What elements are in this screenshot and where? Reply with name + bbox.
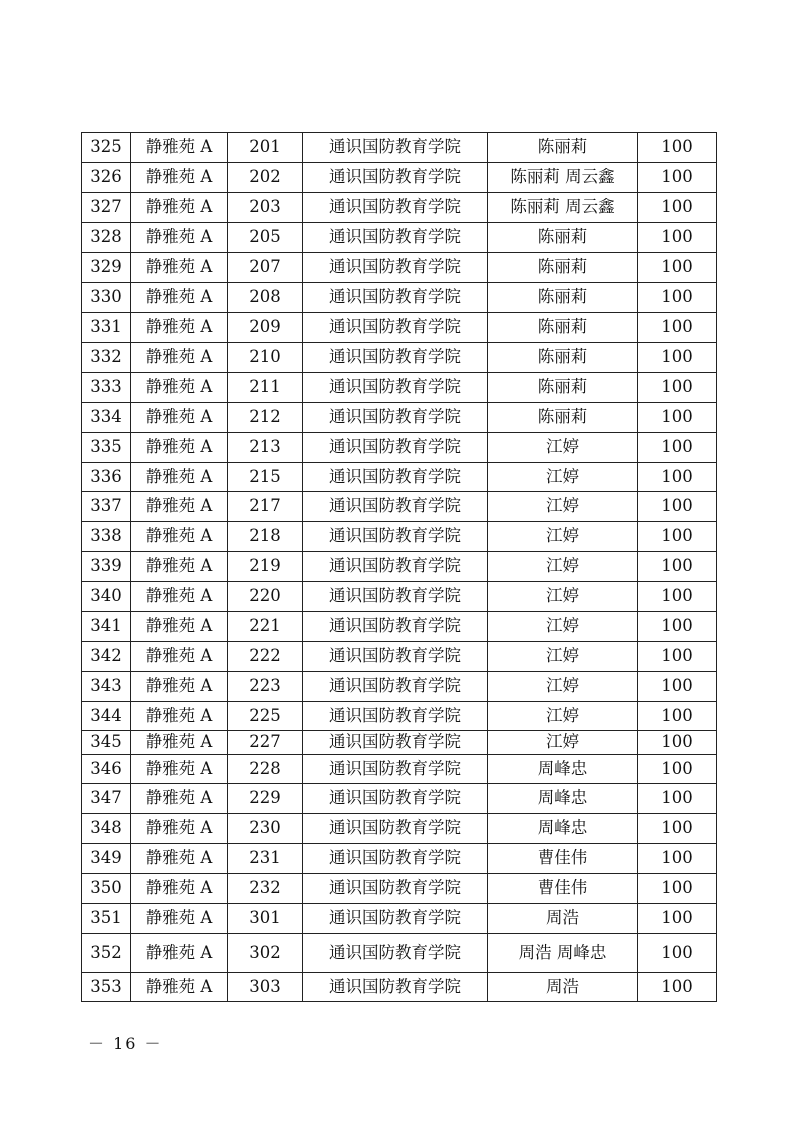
- building-cell: 静雅苑 A: [131, 193, 228, 223]
- room-cell: 210: [228, 343, 303, 373]
- room-cell: 207: [228, 253, 303, 283]
- counselor-cell: 陈丽莉: [488, 373, 638, 403]
- seq-cell: 347: [82, 784, 131, 814]
- seq-cell: 346: [82, 755, 131, 784]
- building-cell: 静雅苑 A: [131, 973, 228, 1002]
- counselor-cell: 陈丽莉: [488, 403, 638, 433]
- college-cell: 通识国防教育学院: [303, 253, 488, 283]
- score-cell: 100: [638, 343, 717, 373]
- building-cell: 静雅苑 A: [131, 612, 228, 642]
- building-cell: 静雅苑 A: [131, 702, 228, 731]
- table-row: [82, 844, 717, 874]
- college-cell: 通识国防教育学院: [303, 731, 488, 755]
- score-cell: 100: [638, 193, 717, 223]
- score-cell: 100: [638, 973, 717, 1002]
- counselor-cell: 陈丽莉: [488, 133, 638, 163]
- score-cell: 100: [638, 163, 717, 193]
- seq-cell: 339: [82, 552, 131, 582]
- room-cell: 227: [228, 731, 303, 755]
- college-cell: 通识国防教育学院: [303, 672, 488, 702]
- room-cell: 231: [228, 844, 303, 874]
- building-cell: 静雅苑 A: [131, 844, 228, 874]
- room-cell: 203: [228, 193, 303, 223]
- score-cell: 100: [638, 784, 717, 814]
- college-cell: 通识国防教育学院: [303, 934, 488, 973]
- score-cell: 100: [638, 223, 717, 253]
- counselor-cell: 曹佳伟: [488, 844, 638, 874]
- seq-cell: 338: [82, 522, 131, 552]
- building-cell: 静雅苑 A: [131, 582, 228, 612]
- college-cell: 通识国防教育学院: [303, 283, 488, 313]
- score-cell: 100: [638, 283, 717, 313]
- counselor-cell: 江婷: [488, 522, 638, 552]
- counselor-cell: 江婷: [488, 642, 638, 672]
- seq-cell: 326: [82, 163, 131, 193]
- score-cell: 100: [638, 403, 717, 433]
- table-row: [82, 313, 717, 343]
- table-row: [82, 874, 717, 904]
- table-row: [82, 403, 717, 433]
- table-row: [82, 934, 717, 973]
- table-body: [82, 133, 717, 1002]
- seq-cell: 334: [82, 403, 131, 433]
- college-cell: 通识国防教育学院: [303, 642, 488, 672]
- counselor-cell: 江婷: [488, 492, 638, 522]
- seq-cell: 341: [82, 612, 131, 642]
- counselor-cell: 陈丽莉: [488, 283, 638, 313]
- college-cell: 通识国防教育学院: [303, 814, 488, 844]
- building-cell: 静雅苑 A: [131, 522, 228, 552]
- score-cell: 100: [638, 253, 717, 283]
- building-cell: 静雅苑 A: [131, 492, 228, 522]
- building-cell: 静雅苑 A: [131, 672, 228, 702]
- counselor-cell: 江婷: [488, 552, 638, 582]
- building-cell: 静雅苑 A: [131, 934, 228, 973]
- college-cell: 通识国防教育学院: [303, 133, 488, 163]
- building-cell: 静雅苑 A: [131, 904, 228, 934]
- seq-cell: 329: [82, 253, 131, 283]
- table-row: [82, 755, 717, 784]
- building-cell: 静雅苑 A: [131, 313, 228, 343]
- seq-cell: 344: [82, 702, 131, 731]
- seq-cell: 336: [82, 463, 131, 492]
- table-row: [82, 552, 717, 582]
- table-row: [82, 492, 717, 522]
- score-cell: 100: [638, 552, 717, 582]
- counselor-cell: 周峰忠: [488, 755, 638, 784]
- table-row: [82, 731, 717, 755]
- score-cell: 100: [638, 373, 717, 403]
- seq-cell: 343: [82, 672, 131, 702]
- room-cell: 211: [228, 373, 303, 403]
- building-cell: 静雅苑 A: [131, 163, 228, 193]
- seq-cell: 352: [82, 934, 131, 973]
- college-cell: 通识国防教育学院: [303, 223, 488, 253]
- college-cell: 通识国防教育学院: [303, 755, 488, 784]
- table-row: [82, 672, 717, 702]
- counselor-cell: 陈丽莉: [488, 313, 638, 343]
- seq-cell: 350: [82, 874, 131, 904]
- score-cell: 100: [638, 133, 717, 163]
- table-row: [82, 133, 717, 163]
- score-cell: 100: [638, 582, 717, 612]
- counselor-cell: 江婷: [488, 731, 638, 755]
- building-cell: 静雅苑 A: [131, 373, 228, 403]
- building-cell: 静雅苑 A: [131, 814, 228, 844]
- counselor-cell: 江婷: [488, 672, 638, 702]
- room-cell: 229: [228, 784, 303, 814]
- building-cell: 静雅苑 A: [131, 463, 228, 492]
- seq-cell: 333: [82, 373, 131, 403]
- college-cell: 通识国防教育学院: [303, 433, 488, 463]
- counselor-cell: 陈丽莉 周云鑫: [488, 193, 638, 223]
- counselor-cell: 曹佳伟: [488, 874, 638, 904]
- table-row: [82, 223, 717, 253]
- seq-cell: 349: [82, 844, 131, 874]
- college-cell: 通识国防教育学院: [303, 552, 488, 582]
- counselor-cell: 陈丽莉: [488, 343, 638, 373]
- building-cell: 静雅苑 A: [131, 433, 228, 463]
- seq-cell: 332: [82, 343, 131, 373]
- college-cell: 通识国防教育学院: [303, 702, 488, 731]
- building-cell: 静雅苑 A: [131, 642, 228, 672]
- building-cell: 静雅苑 A: [131, 223, 228, 253]
- room-cell: 232: [228, 874, 303, 904]
- room-cell: 201: [228, 133, 303, 163]
- seq-cell: 328: [82, 223, 131, 253]
- building-cell: 静雅苑 A: [131, 755, 228, 784]
- counselor-cell: 江婷: [488, 582, 638, 612]
- counselor-cell: 周浩 周峰忠: [488, 934, 638, 973]
- building-cell: 静雅苑 A: [131, 552, 228, 582]
- table-row: [82, 582, 717, 612]
- counselor-cell: 江婷: [488, 463, 638, 492]
- dormitory-table: [81, 132, 717, 1002]
- building-cell: 静雅苑 A: [131, 343, 228, 373]
- room-cell: 205: [228, 223, 303, 253]
- counselor-cell: 江婷: [488, 702, 638, 731]
- score-cell: 100: [638, 642, 717, 672]
- score-cell: 100: [638, 814, 717, 844]
- counselor-cell: 陈丽莉: [488, 223, 638, 253]
- score-cell: 100: [638, 433, 717, 463]
- score-cell: 100: [638, 934, 717, 973]
- college-cell: 通识国防教育学院: [303, 373, 488, 403]
- college-cell: 通识国防教育学院: [303, 973, 488, 1002]
- room-cell: 217: [228, 492, 303, 522]
- room-cell: 219: [228, 552, 303, 582]
- seq-cell: 345: [82, 731, 131, 755]
- college-cell: 通识国防教育学院: [303, 343, 488, 373]
- table-row: [82, 784, 717, 814]
- table-row: [82, 343, 717, 373]
- table-row: [82, 814, 717, 844]
- table-row: [82, 904, 717, 934]
- counselor-cell: 周浩: [488, 973, 638, 1002]
- table-row: [82, 642, 717, 672]
- college-cell: 通识国防教育学院: [303, 193, 488, 223]
- room-cell: 228: [228, 755, 303, 784]
- table-row: [82, 463, 717, 492]
- seq-cell: 348: [82, 814, 131, 844]
- dormitory-table-container: [81, 132, 716, 1002]
- seq-cell: 335: [82, 433, 131, 463]
- table-row: [82, 193, 717, 223]
- counselor-cell: 陈丽莉: [488, 253, 638, 283]
- counselor-cell: 周峰忠: [488, 814, 638, 844]
- seq-cell: 331: [82, 313, 131, 343]
- table-row: [82, 433, 717, 463]
- room-cell: 223: [228, 672, 303, 702]
- seq-cell: 327: [82, 193, 131, 223]
- college-cell: 通识国防教育学院: [303, 313, 488, 343]
- college-cell: 通识国防教育学院: [303, 582, 488, 612]
- college-cell: 通识国防教育学院: [303, 403, 488, 433]
- room-cell: 222: [228, 642, 303, 672]
- building-cell: 静雅苑 A: [131, 874, 228, 904]
- college-cell: 通识国防教育学院: [303, 492, 488, 522]
- college-cell: 通识国防教育学院: [303, 904, 488, 934]
- room-cell: 302: [228, 934, 303, 973]
- room-cell: 218: [228, 522, 303, 552]
- counselor-cell: 江婷: [488, 612, 638, 642]
- seq-cell: 351: [82, 904, 131, 934]
- building-cell: 静雅苑 A: [131, 283, 228, 313]
- score-cell: 100: [638, 463, 717, 492]
- room-cell: 213: [228, 433, 303, 463]
- score-cell: 100: [638, 492, 717, 522]
- counselor-cell: 周峰忠: [488, 784, 638, 814]
- seq-cell: 337: [82, 492, 131, 522]
- building-cell: 静雅苑 A: [131, 403, 228, 433]
- table-row: [82, 522, 717, 552]
- seq-cell: 353: [82, 973, 131, 1002]
- table-row: [82, 702, 717, 731]
- table-row: [82, 612, 717, 642]
- room-cell: 220: [228, 582, 303, 612]
- college-cell: 通识国防教育学院: [303, 522, 488, 552]
- room-cell: 209: [228, 313, 303, 343]
- score-cell: 100: [638, 755, 717, 784]
- building-cell: 静雅苑 A: [131, 784, 228, 814]
- seq-cell: 342: [82, 642, 131, 672]
- room-cell: 301: [228, 904, 303, 934]
- building-cell: 静雅苑 A: [131, 253, 228, 283]
- seq-cell: 340: [82, 582, 131, 612]
- score-cell: 100: [638, 874, 717, 904]
- room-cell: 212: [228, 403, 303, 433]
- building-cell: 静雅苑 A: [131, 731, 228, 755]
- table-row: [82, 163, 717, 193]
- room-cell: 202: [228, 163, 303, 193]
- college-cell: 通识国防教育学院: [303, 874, 488, 904]
- counselor-cell: 江婷: [488, 433, 638, 463]
- page-number: － 16 －: [88, 1034, 163, 1053]
- score-cell: 100: [638, 844, 717, 874]
- building-cell: 静雅苑 A: [131, 133, 228, 163]
- room-cell: 230: [228, 814, 303, 844]
- seq-cell: 330: [82, 283, 131, 313]
- college-cell: 通识国防教育学院: [303, 463, 488, 492]
- room-cell: 215: [228, 463, 303, 492]
- counselor-cell: 陈丽莉 周云鑫: [488, 163, 638, 193]
- college-cell: 通识国防教育学院: [303, 844, 488, 874]
- counselor-cell: 周浩: [488, 904, 638, 934]
- college-cell: 通识国防教育学院: [303, 612, 488, 642]
- score-cell: 100: [638, 731, 717, 755]
- seq-cell: 325: [82, 133, 131, 163]
- table-row: [82, 973, 717, 1002]
- score-cell: 100: [638, 612, 717, 642]
- room-cell: 208: [228, 283, 303, 313]
- score-cell: 100: [638, 672, 717, 702]
- college-cell: 通识国防教育学院: [303, 784, 488, 814]
- score-cell: 100: [638, 702, 717, 731]
- table-row: [82, 373, 717, 403]
- room-cell: 225: [228, 702, 303, 731]
- room-cell: 303: [228, 973, 303, 1002]
- college-cell: 通识国防教育学院: [303, 163, 488, 193]
- room-cell: 221: [228, 612, 303, 642]
- score-cell: 100: [638, 522, 717, 552]
- table-row: [82, 253, 717, 283]
- score-cell: 100: [638, 904, 717, 934]
- score-cell: 100: [638, 313, 717, 343]
- table-row: [82, 283, 717, 313]
